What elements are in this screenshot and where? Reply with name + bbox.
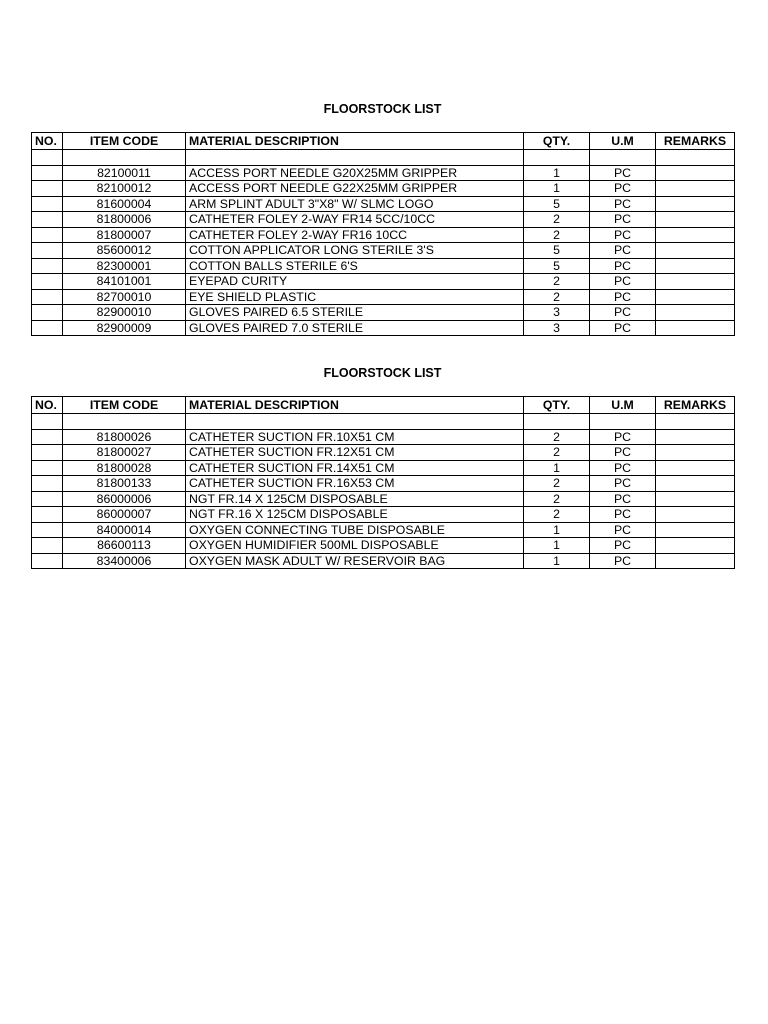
floorstock-table [31,396,735,569]
cell-item-code: 84101001 [63,274,186,290]
cell-material-description [186,414,524,430]
cell-remarks [656,538,735,554]
cell-item-code: 82900010 [63,305,186,321]
table-row [32,181,735,197]
cell-no [32,274,63,290]
header-qty: QTY. [524,397,590,414]
cell-remarks [656,491,735,507]
cell-remarks [656,243,735,259]
cell-no [32,491,63,507]
cell-remarks [656,305,735,321]
cell-um: PC [590,460,656,476]
table-row [32,522,735,538]
cell-um: PC [590,181,656,197]
cell-no [32,181,63,197]
cell-qty: 2 [524,212,590,228]
table-body [32,414,735,569]
cell-qty: 1 [524,165,590,181]
cell-item-code: 86600113 [63,538,186,554]
cell-item-code: 81800007 [63,227,186,243]
cell-qty: 3 [524,305,590,321]
cell-um: PC [590,445,656,461]
cell-remarks [656,227,735,243]
cell-um: PC [590,274,656,290]
cell-qty: 5 [524,258,590,274]
header-um: U.M [590,397,656,414]
cell-material-description: CATHETER FOLEY 2-WAY FR14 5CC/10CC [186,212,524,228]
cell-material-description: OXYGEN MASK ADULT W/ RESERVOIR BAG [186,553,524,569]
table-row [32,460,735,476]
header-no: NO. [32,397,63,414]
table-row [32,414,735,430]
header-material-description: MATERIAL DESCRIPTION [186,397,524,414]
table-row [32,243,735,259]
cell-qty [524,150,590,166]
table-row [32,227,735,243]
cell-item-code: 81800133 [63,476,186,492]
cell-remarks [656,553,735,569]
cell-um: PC [590,553,656,569]
cell-material-description: GLOVES PAIRED 6.5 STERILE [186,305,524,321]
cell-no [32,538,63,554]
cell-qty: 3 [524,320,590,336]
cell-no [32,414,63,430]
cell-no [32,227,63,243]
cell-item-code: 85600012 [63,243,186,259]
cell-um: PC [590,212,656,228]
cell-um: PC [590,305,656,321]
header-remarks: REMARKS [656,133,735,150]
header-no: NO. [32,133,63,150]
cell-material-description: CATHETER SUCTION FR.12X51 CM [186,445,524,461]
cell-no [32,429,63,445]
table-row [32,289,735,305]
cell-item-code: 86000007 [63,507,186,523]
table-row [32,305,735,321]
cell-remarks [656,150,735,166]
cell-no [32,522,63,538]
cell-remarks [656,476,735,492]
cell-material-description: CATHETER SUCTION FR.10X51 CM [186,429,524,445]
cell-material-description: OXYGEN CONNECTING TUBE DISPOSABLE [186,522,524,538]
cell-no [32,243,63,259]
cell-material-description: EYEPAD CURITY [186,274,524,290]
cell-no [32,320,63,336]
cell-um: PC [590,476,656,492]
table-row [32,553,735,569]
cell-um: PC [590,429,656,445]
cell-um [590,414,656,430]
cell-remarks [656,429,735,445]
cell-remarks [656,274,735,290]
cell-qty: 1 [524,553,590,569]
cell-remarks [656,414,735,430]
cell-qty: 2 [524,227,590,243]
cell-remarks [656,460,735,476]
cell-no [32,258,63,274]
cell-no [32,445,63,461]
cell-qty: 2 [524,491,590,507]
cell-um: PC [590,243,656,259]
floorstock-list-1 [31,101,734,336]
cell-um: PC [590,538,656,554]
cell-item-code [63,414,186,430]
floorstock-table [31,132,735,336]
cell-material-description: ACCESS PORT NEEDLE G22X25MM GRIPPER [186,181,524,197]
cell-material-description: ACCESS PORT NEEDLE G20X25MM GRIPPER [186,165,524,181]
cell-material-description: COTTON APPLICATOR LONG STERILE 3'S [186,243,524,259]
table-header-row [32,397,735,414]
cell-qty [524,414,590,430]
cell-qty: 2 [524,476,590,492]
cell-no [32,553,63,569]
cell-no [32,212,63,228]
table-row [32,445,735,461]
cell-um: PC [590,491,656,507]
cell-remarks [656,507,735,523]
cell-no [32,150,63,166]
cell-no [32,476,63,492]
cell-remarks [656,212,735,228]
cell-qty: 1 [524,538,590,554]
cell-no [32,289,63,305]
cell-qty: 5 [524,243,590,259]
cell-no [32,196,63,212]
cell-um: PC [590,289,656,305]
cell-remarks [656,181,735,197]
table-row [32,320,735,336]
cell-material-description: ARM SPLINT ADULT 3"X8" W/ SLMC LOGO [186,196,524,212]
cell-qty: 2 [524,274,590,290]
cell-um: PC [590,522,656,538]
cell-material-description: CATHETER SUCTION FR.14X51 CM [186,460,524,476]
cell-um: PC [590,165,656,181]
cell-material-description: NGT FR.16 X 125CM DISPOSABLE [186,507,524,523]
cell-um: PC [590,320,656,336]
cell-item-code: 86000006 [63,491,186,507]
list-title: FLOORSTOCK LIST [323,366,442,380]
table-row [32,429,735,445]
cell-material-description: COTTON BALLS STERILE 6'S [186,258,524,274]
cell-um: PC [590,227,656,243]
header-remarks: REMARKS [656,397,735,414]
cell-no [32,507,63,523]
cell-material-description: OXYGEN HUMIDIFIER 500ML DISPOSABLE [186,538,524,554]
table-row [32,274,735,290]
cell-remarks [656,445,735,461]
list-title: FLOORSTOCK LIST [323,102,442,116]
cell-material-description: NGT FR.14 X 125CM DISPOSABLE [186,491,524,507]
cell-item-code: 82300001 [63,258,186,274]
cell-um [590,150,656,166]
cell-remarks [656,522,735,538]
cell-qty: 2 [524,429,590,445]
cell-item-code: 81800028 [63,460,186,476]
cell-item-code [63,150,186,166]
cell-item-code: 82100011 [63,165,186,181]
cell-um: PC [590,258,656,274]
cell-no [32,305,63,321]
cell-qty: 2 [524,289,590,305]
cell-remarks [656,289,735,305]
cell-item-code: 82700010 [63,289,186,305]
cell-item-code: 82900009 [63,320,186,336]
cell-qty: 2 [524,507,590,523]
cell-material-description: EYE SHIELD PLASTIC [186,289,524,305]
header-material-description: MATERIAL DESCRIPTION [186,133,524,150]
cell-remarks [656,196,735,212]
header-um: U.M [590,133,656,150]
cell-item-code: 81800027 [63,445,186,461]
floorstock-list-2 [31,365,734,569]
cell-material-description: GLOVES PAIRED 7.0 STERILE [186,320,524,336]
cell-qty: 5 [524,196,590,212]
header-qty: QTY. [524,133,590,150]
cell-qty: 1 [524,181,590,197]
cell-item-code: 81800026 [63,429,186,445]
cell-um: PC [590,196,656,212]
cell-remarks [656,320,735,336]
table-body [32,150,735,336]
table-row [32,196,735,212]
cell-item-code: 81600004 [63,196,186,212]
cell-material-description: CATHETER SUCTION FR.16X53 CM [186,476,524,492]
table-header-row [32,133,735,150]
table-row [32,165,735,181]
cell-remarks [656,165,735,181]
cell-item-code: 82100012 [63,181,186,197]
cell-item-code: 81800006 [63,212,186,228]
cell-material-description: CATHETER FOLEY 2-WAY FR16 10CC [186,227,524,243]
table-row [32,258,735,274]
header-item-code: ITEM CODE [63,397,186,414]
table-row [32,476,735,492]
cell-no [32,460,63,476]
cell-qty: 2 [524,445,590,461]
cell-material-description [186,150,524,166]
header-item-code: ITEM CODE [63,133,186,150]
table-row [32,212,735,228]
cell-qty: 1 [524,522,590,538]
cell-um: PC [590,507,656,523]
cell-no [32,165,63,181]
table-row [32,491,735,507]
cell-item-code: 83400006 [63,553,186,569]
cell-remarks [656,258,735,274]
table-row [32,150,735,166]
cell-qty: 1 [524,460,590,476]
cell-item-code: 84000014 [63,522,186,538]
table-row [32,538,735,554]
table-row [32,507,735,523]
